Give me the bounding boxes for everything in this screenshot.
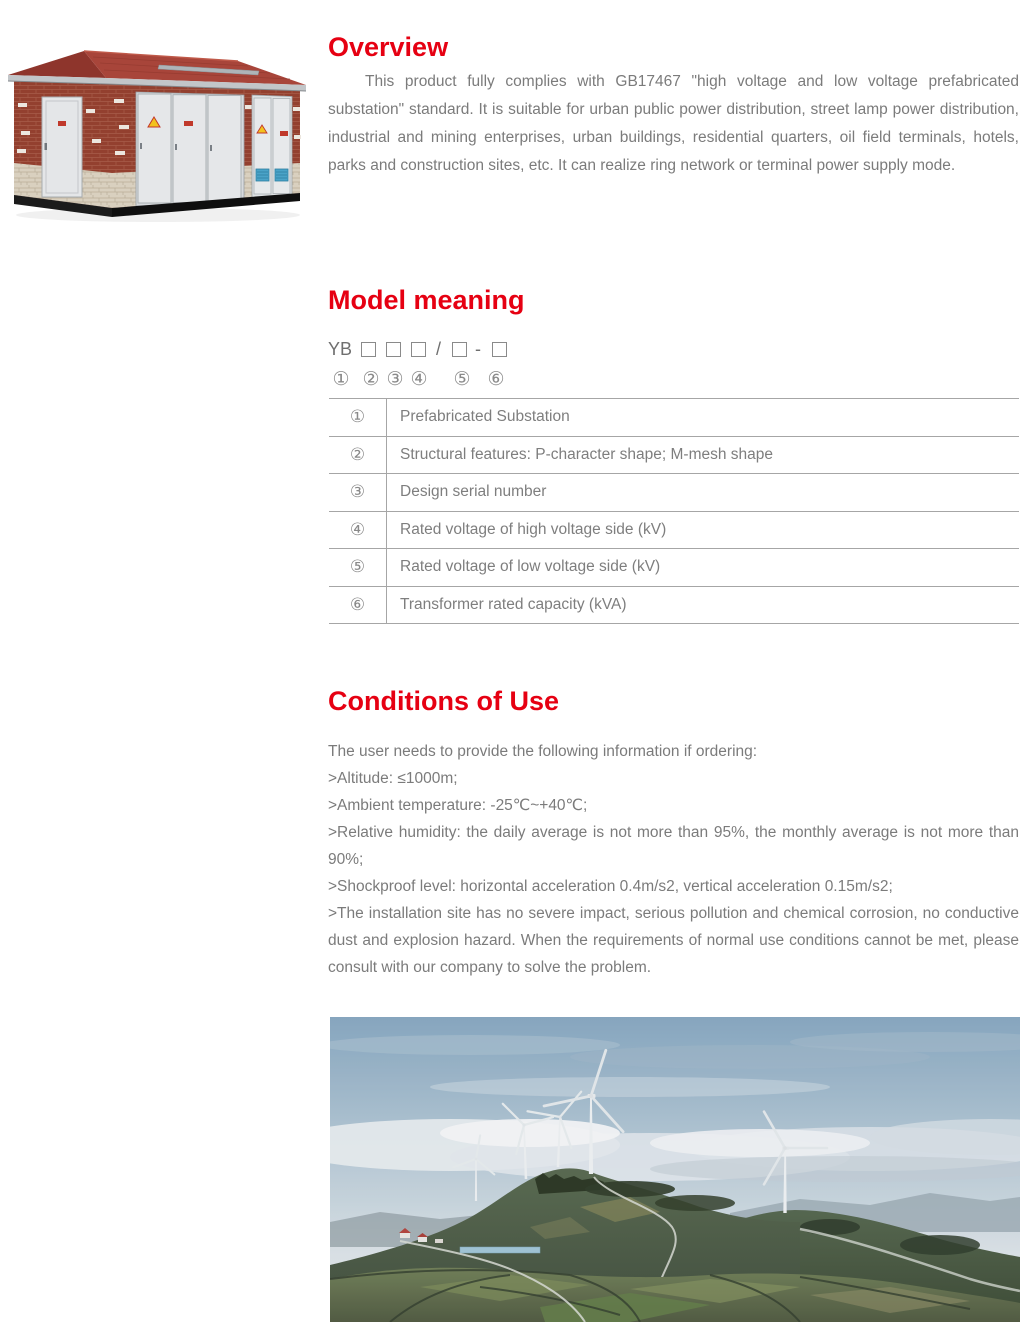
table-row <box>329 474 1019 512</box>
row-number: ⑥ <box>329 586 387 624</box>
substation-product-image <box>8 45 308 225</box>
circle-label-4: ④ <box>410 368 428 390</box>
model-code-box <box>386 342 401 357</box>
model-meaning-table <box>329 398 1019 624</box>
row-description: Transformer rated capacity (kVA) <box>387 586 1020 624</box>
row-description: Structural features: P-character shape; M-mesh shape <box>387 436 1020 474</box>
row-description: Rated voltage of high voltage side (kV) <box>387 511 1020 549</box>
conditions-line: >Ambient temperature: -25℃~+40℃; <box>328 797 588 814</box>
circle-label-1: ① <box>332 368 350 390</box>
row-description: Rated voltage of low voltage side (kV) <box>387 549 1020 587</box>
model-code-box <box>361 342 376 357</box>
circle-label-3: ③ <box>386 368 404 390</box>
model-code-box <box>492 342 507 357</box>
row-number: ③ <box>329 474 387 512</box>
row-description: Design serial number <box>387 474 1020 512</box>
row-description: Prefabricated Substation <box>387 399 1020 437</box>
model-code-dash: - <box>475 339 481 359</box>
table-row <box>329 399 1019 437</box>
conditions-line: >Shockproof level: horizontal acceleration 0.4m/s2, vertical acceleration 0.15m/s2; <box>328 878 893 895</box>
model-code-prefix: YB <box>328 339 353 359</box>
conditions-title: Conditions of Use <box>328 686 559 716</box>
conditions-block <box>328 738 1019 981</box>
table-row <box>329 511 1019 549</box>
conditions-line: >Altitude: ≤1000m; <box>328 770 458 787</box>
model-code-box <box>411 342 426 357</box>
substation-illustration <box>8 45 308 225</box>
circle-label-2: ② <box>362 368 380 390</box>
conditions-line: >Relative humidity: the daily average is not more than 95%, the monthly average is not more than 90%; <box>328 824 1019 868</box>
model-code-slash: / <box>436 339 442 359</box>
circle-label-6: ⑥ <box>487 368 505 390</box>
model-code-row <box>328 339 568 398</box>
row-number: ④ <box>329 511 387 549</box>
table-row <box>329 436 1019 474</box>
conditions-line: The user needs to provide the following information if ordering: <box>328 743 758 760</box>
model-code-box <box>452 342 467 357</box>
wind-farm-illustration <box>330 1017 1020 1322</box>
model-meaning-title: Model meaning <box>328 285 525 315</box>
table-row <box>329 586 1019 624</box>
row-number: ⑤ <box>329 549 387 587</box>
overview-title: Overview <box>328 32 449 62</box>
overview-paragraph: This product fully complies with GB17467 "high voltage and low voltage prefabricated substation" standard. It is suitable for urban public power distribution, street lamp power distribution, industrial and mining enterprises, urban buildings, residential quarters, oil field terminals, hotels, parks and construction sites, etc. It can realize ring network or terminal power supply mode. <box>328 73 1019 174</box>
row-number: ① <box>329 399 387 437</box>
table-row <box>329 549 1019 587</box>
conditions-line: >The installation site has no severe impact, serious pollution and chemical corrosion, no conductive dust and explosion hazard. When the requirements of normal use conditions cannot be met, please consult with our company to solve the problem. <box>328 905 1019 976</box>
row-number: ② <box>329 436 387 474</box>
circle-label-5: ⑤ <box>453 368 471 390</box>
wind-farm-photo <box>330 1017 1020 1322</box>
